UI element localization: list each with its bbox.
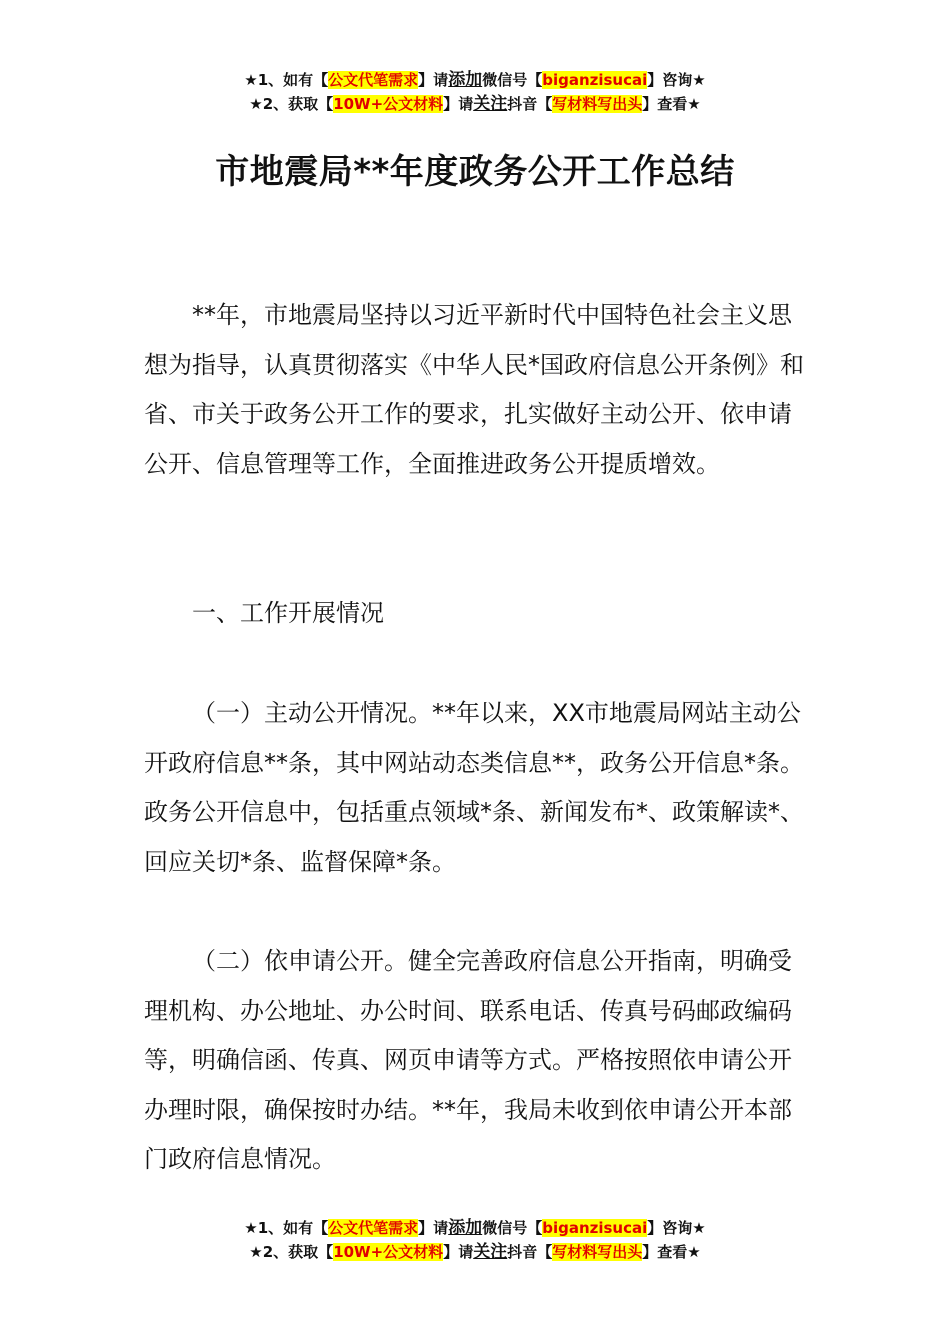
banner-highlight: 公文代笔需求 [328, 1219, 419, 1237]
paragraph-intro: **年，市地震局坚持以习近平新时代中国特色社会主义思想为指导，认真贯彻落实《中华人民*国政府信息公开条例》和省、市关于政务公开工作的要求，扎实做好主动公开、依申请公开、信息管理等工作，全面推进政务公开提质增效。 [144, 301, 804, 478]
top-banner [0, 68, 950, 116]
body-paragraph [144, 689, 810, 887]
banner-line-2: ★2、获取【10W+公文材料】请关注抖音【写材料写出头】查看★ [249, 1242, 701, 1262]
banner-line-2: ★2、获取【10W+公文材料】请关注抖音【写材料写出头】查看★ [249, 94, 701, 114]
document-title: 市地震局**年度政务公开工作总结 [215, 152, 735, 192]
body-paragraph [144, 291, 810, 489]
banner-highlight: biganzisucai [542, 1219, 648, 1237]
banner-highlight: 公文代笔需求 [328, 71, 419, 89]
banner-highlight: 写材料写出头 [552, 1243, 643, 1261]
banner-highlight: 10W+公文材料 [333, 95, 444, 113]
bottom-banner [0, 1216, 950, 1264]
banner-highlight: biganzisucai [542, 71, 648, 89]
banner-line-1: ★1、如有【公文代笔需求】请添加微信号【biganzisucai】咨询★ [244, 70, 706, 90]
heading-work-status: 一、工作开展情况 [192, 599, 384, 627]
banner-highlight: 10W+公文材料 [333, 1243, 444, 1261]
paragraph-request-disclosure: （二）依申请公开。健全完善政府信息公开指南，明确受理机构、办公地址、办公时间、联系电话、传真号码邮政编码等，明确信函、传真、网页申请等方式。严格按照依申请公开办理时限，确保按时办结。**年，我局未收到依申请公开本部门政府信息情况。 [144, 947, 792, 1173]
banner-highlight: 写材料写出头 [552, 95, 643, 113]
banner-line-1: ★1、如有【公文代笔需求】请添加微信号【biganzisucai】咨询★ [244, 1218, 706, 1238]
paragraph-proactive-disclosure: （一）主动公开情况。**年以来，XX市地震局网站主动公开政府信息**条，其中网站动态类信息**，政务公开信息*条。政务公开信息中，包括重点领域*条、新闻发布*、政策解读*、回应关切*条、监督保障*条。 [144, 699, 804, 876]
section-heading [144, 589, 810, 639]
body-paragraph [144, 937, 810, 1185]
